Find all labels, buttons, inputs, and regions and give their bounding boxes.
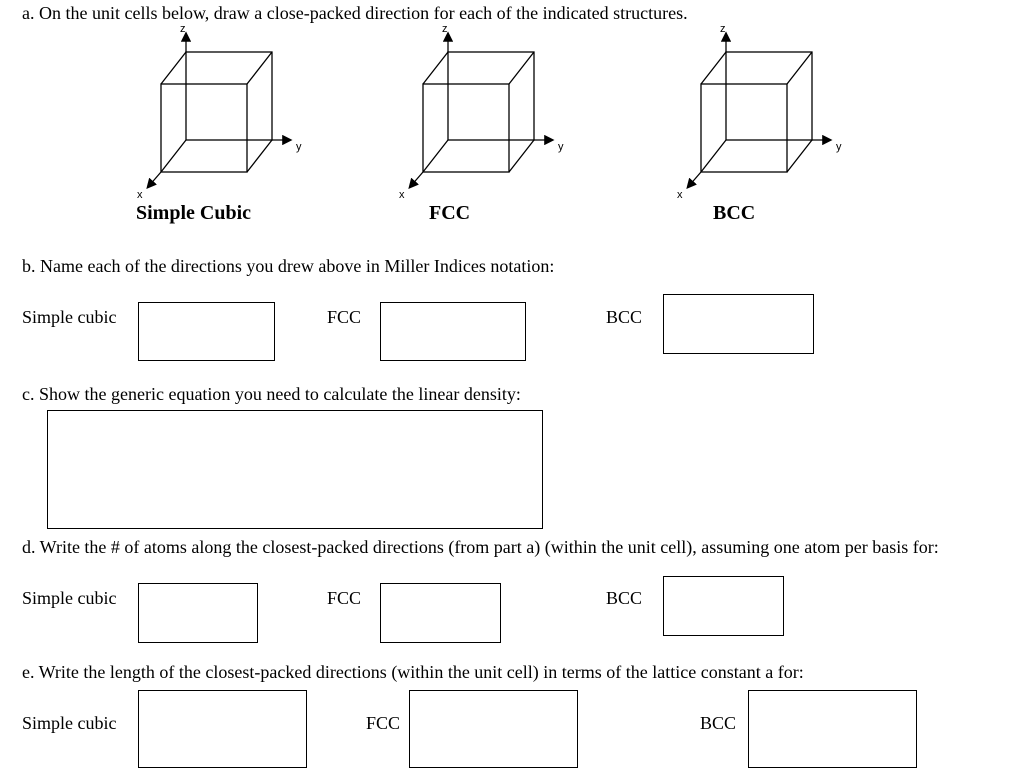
- label-d-simple-cubic: Simple cubic: [22, 588, 117, 608]
- answer-box-e-bcc[interactable]: [748, 690, 917, 768]
- question-d: d. Write the # of atoms along the closest-packed directions (from part a) (within the unit cell), assuming one atom per basis for:: [22, 537, 939, 557]
- caption-simple-cubic: Simple Cubic: [136, 202, 252, 224]
- question-e: e. Write the length of the closest-packed directions (within the unit cell) in terms of the lattice constant a for:: [22, 662, 804, 682]
- x-axis-label: x: [677, 189, 683, 201]
- z-axis-label: z: [442, 23, 448, 35]
- label-b-simple-cubic: Simple cubic: [22, 307, 117, 327]
- x-axis-label: x: [399, 189, 405, 201]
- answer-box-e-simple-cubic[interactable]: [138, 690, 307, 768]
- label-b-fcc: FCC: [327, 307, 362, 327]
- unit-cell-simple-cubic-diagram[interactable]: [128, 22, 318, 202]
- question-a: a. On the unit cells below, draw a close-packed direction for each of the indicated structures.: [22, 3, 688, 23]
- label-e-simple-cubic: Simple cubic: [22, 713, 117, 733]
- unit-cell-bcc-diagram[interactable]: [668, 22, 858, 202]
- answer-box-c-equation[interactable]: [47, 410, 543, 529]
- label-d-fcc: FCC: [327, 588, 362, 608]
- y-axis-label: y: [558, 141, 564, 153]
- y-axis-label: y: [836, 141, 842, 153]
- answer-box-d-bcc[interactable]: [663, 576, 784, 636]
- answer-box-d-fcc[interactable]: [380, 583, 501, 643]
- x-axis-label: x: [137, 189, 143, 201]
- question-c: c. Show the generic equation you need to calculate the linear density:: [22, 384, 521, 404]
- answer-box-d-simple-cubic[interactable]: [138, 583, 258, 643]
- label-e-bcc: BCC: [700, 713, 737, 733]
- label-e-fcc: FCC: [366, 713, 401, 733]
- question-b: b. Name each of the directions you drew above in Miller Indices notation:: [22, 256, 555, 276]
- y-axis-label: y: [296, 141, 302, 153]
- caption-bcc: BCC: [713, 202, 756, 224]
- unit-cell-fcc-diagram[interactable]: [390, 22, 580, 202]
- answer-box-b-bcc[interactable]: [663, 294, 814, 354]
- answer-box-e-fcc[interactable]: [409, 690, 578, 768]
- label-b-bcc: BCC: [606, 307, 643, 327]
- answer-box-b-fcc[interactable]: [380, 302, 526, 361]
- answer-box-b-simple-cubic[interactable]: [138, 302, 275, 361]
- caption-fcc: FCC: [429, 202, 471, 224]
- label-d-bcc: BCC: [606, 588, 643, 608]
- z-axis-label: z: [180, 23, 186, 35]
- z-axis-label: z: [720, 23, 726, 35]
